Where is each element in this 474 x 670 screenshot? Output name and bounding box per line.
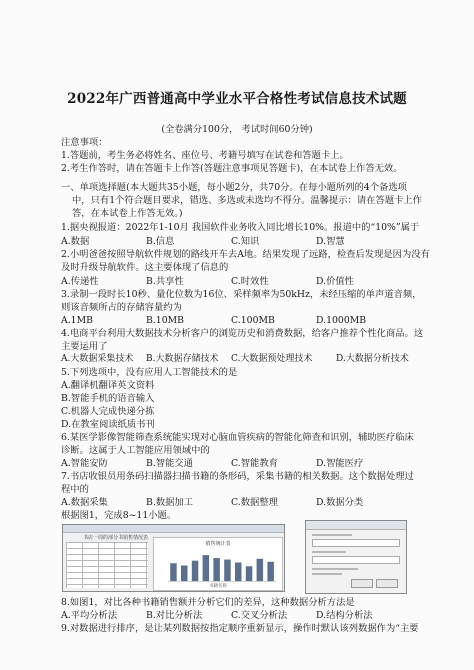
chart-bar (181, 566, 188, 582)
dialog-ok-button (351, 579, 373, 588)
q7-option-d: D.数据分类 (316, 497, 364, 508)
chart-bar (246, 566, 253, 581)
chart-bar (170, 563, 177, 581)
q7-stem-line-1: 7.书店收银员用条码扫描器扫描书籍的条形码，采集书籍的相关数据。这个数据处理过 (61, 471, 414, 482)
notice-heading: 注意事项： (61, 137, 108, 148)
q3-option-b: B.10MB (146, 315, 184, 326)
q8-stem: 8.如图1，对比各种书籍销售额并分析它们的差异，这种数据分析方法是 (61, 597, 355, 608)
q8-option-c: C.交叉分析法 (231, 610, 288, 621)
q5-stem: 5.下列选项中，没有应用人工智能技术的是 (61, 367, 238, 378)
q7-option-a: A.数据采集 (61, 497, 108, 508)
q3-option-d: D.1000MB (316, 315, 367, 326)
q4-option-b: B.大数据存储技术 (146, 354, 219, 364)
chart-bar (235, 563, 242, 582)
q1-stem: 1.据央视报道：2022年1-10月 我国软件业务收入同比增长10%。报道中的“10%”属于 (61, 222, 420, 233)
q4-options (61, 353, 434, 366)
dialog-label-line (312, 573, 342, 575)
q5-option-a: A.翻译机翻译英文资料 (61, 380, 155, 391)
sales-chart (153, 537, 283, 591)
q6-option-d: D.智能医疗 (316, 458, 364, 469)
q5-option-d: D.在教室阅读纸质书刊 (61, 419, 155, 430)
chart-bar (192, 561, 199, 581)
chart-plot (168, 552, 276, 582)
q6-options (61, 457, 434, 470)
q2-stem-line-2: 及时升级导航软件。这主要体现了信息的 (61, 262, 229, 273)
spreadsheet-figure (62, 524, 285, 592)
dialog-label-line (312, 551, 346, 553)
chart-bar (267, 562, 274, 581)
q6-option-a: A.智能安防 (61, 458, 108, 469)
dialog-key-field-2 (312, 556, 400, 564)
q2-option-d: D.价值性 (316, 276, 354, 287)
sort-dialog-figure (305, 520, 407, 594)
q6-stem-line-1: 6.某医学影像智能筛查系统能实现对心脑血管疾病的智能化筛查和识别，辅助医疗临床 (61, 432, 414, 443)
dialog-cancel-button (376, 579, 398, 588)
q2-option-c: C.时效性 (231, 276, 269, 287)
q4-option-a: A.大数据采集技术 (61, 354, 134, 364)
notice-item-2: 2.考生作答时，请在答题卡上作答(答题注意事项见答题卡)，在本试卷上作答无效。 (61, 163, 403, 174)
dialog-label-line (312, 568, 358, 570)
q3-options (61, 314, 434, 327)
chart-x-axis-label: 书籍名称 (209, 584, 227, 589)
q5-option-c: C.机器人完成快递分拣 (61, 406, 155, 417)
q3-option-a: A.1MB (61, 315, 93, 326)
chart-bar (213, 558, 220, 581)
q2-stem-line-1: 2.小明爸爸按照导航软件规划的路线开车去A地。结果发现了远路，检查后发现是因为没有 (61, 249, 430, 260)
exam-title: 2022年广西普通高中学业水平合格性考试信息技术试题 (67, 91, 407, 107)
q5-option-b: B.智能手机的语音输入 (61, 393, 155, 404)
q4-option-d: D.大数据分析技术 (336, 354, 409, 364)
figure-intro: 根据图1，完成8~11小题。 (61, 510, 177, 521)
q1-option-d: D.智慧 (316, 236, 345, 247)
q2-option-b: B.共享性 (146, 276, 184, 287)
q8-option-a: A.平均分析法 (61, 610, 118, 621)
dialog-label-line (312, 534, 352, 536)
q1-options (61, 235, 434, 248)
spreadsheet-grid (66, 542, 148, 588)
chart-bar (257, 559, 264, 581)
q1-option-a: A.数据 (61, 236, 90, 247)
q2-option-a: A.传递性 (61, 276, 99, 287)
score-info: (全卷满分100分， 考试时间60分钟) (161, 124, 313, 135)
spreadsheet-toolbar (63, 525, 284, 533)
q1-option-b: B.信息 (146, 236, 175, 247)
q4-stem-line-2: 主要运用了 (61, 341, 108, 352)
chart-bar (224, 560, 231, 582)
q3-stem-line-1: 3.录制一段时长10秒、量化位数为16位、采样频率为50kHz，未经压缩的单声道音频， (61, 289, 422, 300)
q7-options (61, 496, 434, 509)
q3-stem-line-2: 则该音频所占的存储容量约为 (61, 302, 182, 313)
q9-stem: 9.对数据进行排序，是让某列数据按指定顺序重新显示，操作时默认该列数据作为“主要 (61, 623, 419, 634)
chart-title: 销售统计表 (205, 541, 231, 547)
dialog-titlebar (306, 521, 406, 530)
q4-option-c: C.大数据预处理技术 (231, 354, 313, 364)
q4-stem-line-1: 4.电商平台利用大数据技术分析客户的浏览历史和消费数据，给客户推荐个性化商品。这 (61, 328, 424, 339)
section-intro-line-2: 中，只有1个符合题目要求，错选、多选或未选均不得分。温馨提示：请在答题卡上作 (72, 195, 422, 206)
notice-item-1: 1.答题前，考生务必将姓名、座位号、考籍号填写在试卷和答题卡上。 (61, 150, 349, 161)
q7-option-c: C.数据整理 (231, 497, 278, 508)
section-intro-line-1: 一、单项选择题(本大题共35小题，每小题2分，共70分。在每小题所列的4个备选项 (61, 182, 407, 193)
q2-options (61, 275, 434, 288)
chart-bar (203, 555, 210, 581)
q6-option-c: C.智能教育 (231, 458, 278, 469)
q3-option-c: C.100MB (231, 315, 275, 326)
q7-stem-line-2: 程中的 (61, 484, 89, 495)
q8-option-d: D.结构分析法 (316, 610, 373, 621)
q1-option-c: C.知识 (231, 236, 260, 247)
section-intro-line-3: 答，在本试卷上作答无效。) (72, 208, 183, 219)
q6-option-b: B.智能交通 (146, 458, 193, 469)
q6-stem-line-2: 诊断。这属于人工智能应用领域中的 (61, 445, 210, 456)
q7-option-b: B.数据加工 (146, 497, 193, 508)
q8-option-b: B.对比分析法 (146, 610, 203, 621)
q8-options (61, 609, 434, 622)
dialog-key-field-1 (312, 539, 400, 547)
spreadsheet-title: 书店一周的部分书销售情况表 (83, 535, 149, 541)
